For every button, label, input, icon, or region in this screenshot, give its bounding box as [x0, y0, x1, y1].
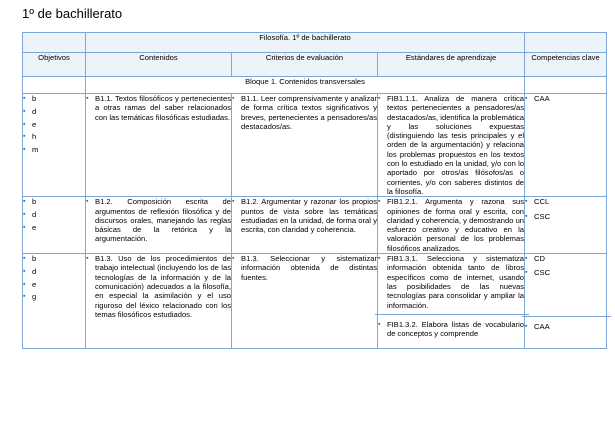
column-header-objetivos: Objetivos [23, 53, 86, 77]
list-item: ▪ e [23, 279, 37, 289]
estandares-cell: ▪ FIB1.1.1. Analiza de manera crítica textos pertenecientes a pensadores/as destacados/as, identifica la problemática y las soluciones expuestas (distinguiendo las tesis principales y el orden de la argumentación) y relaciona los problemas propuestos en los textos con lo estudiado en la unidad, y/o con lo aportado por otros/as filósofos/as o corrientes, y/o con saberes distintos de la filosofía. [378, 94, 525, 196]
estandares-cell: ▪ FIB1.3.1. Selecciona y sistematiza información obtenida tanto de libros específicos como de internet, usando las posibilidades de las nuevas tecnologías para consolidar y ampliar la información. ▪ FIB1.3.2. Elabora listas de vocabulario de conceptos y comprende [378, 254, 525, 349]
list-item: ▪ b [23, 197, 37, 207]
estandares-cell: ▪ FIB1.2.1. Argumenta y razona sus opiniones de forma oral y escrita, con claridad y coherencia, y demostrando un esfuerzo creativo y educativo en la valoración personal de los problemas filosóficos analizados. [378, 197, 525, 253]
bullet-icon: ▪ [86, 95, 89, 102]
objetivos-cell [23, 254, 86, 349]
bullet-icon: ▪ [23, 280, 26, 288]
bullet-icon: ▪ [23, 146, 26, 154]
bullet-icon: ▪ [378, 320, 381, 328]
bullet-icon: ▪ [378, 95, 381, 102]
bullet-icon: ▪ [525, 255, 528, 263]
competencias-cell: ▪ CD ▪ CSC ▪ CAA [525, 254, 607, 349]
list-item: ▪ d [23, 266, 37, 276]
bullet-icon: ▪ [86, 255, 89, 263]
list-item: ▪ d [23, 106, 37, 116]
bullet-icon: ▪ [525, 95, 528, 102]
bullet-icon: ▪ [525, 198, 528, 206]
competencias-cell: ▪ CAA [525, 94, 607, 197]
contenidos-cell: ▪ B1.3. Uso de los procedimientos de trabajo intelectual (incluyendo los de las tecnologías de la información y de la comunicación) adecuados a la filosofía, en especial la asimilación y el uso riguroso del léxico relacionado con los temas filosóficos estudiados. [86, 254, 232, 349]
bullet-icon: ▪ [232, 255, 235, 263]
list-item: ▪ g [23, 292, 37, 302]
subject-header: Filosofía. 1º de bachillerato [86, 33, 525, 53]
table-row [23, 197, 607, 254]
column-header-criterios: Criterios de evaluación [232, 53, 378, 77]
bullet-icon: ▪ [23, 95, 26, 102]
bullet-icon: ▪ [525, 269, 528, 277]
bullet-icon: ▪ [23, 107, 26, 115]
bullet-icon: ▪ [23, 211, 26, 219]
list-item: ▪ b [23, 94, 37, 103]
block-row [23, 77, 607, 94]
bullet-icon: ▪ [23, 293, 26, 301]
bullet-icon: ▪ [23, 223, 26, 231]
contenidos-cell: ▪ B1.1. Textos filosóficos y pertenecientes a otras ramas del saber relacionados con las temáticas filosóficas estudiadas. [86, 94, 232, 197]
table-row [23, 94, 607, 197]
bullet-icon: ▪ [378, 255, 381, 263]
column-header-competencias: Competencias clave [525, 53, 607, 77]
bullet-icon: ▪ [86, 198, 89, 206]
page-title: 1º de bachillerato [22, 6, 123, 21]
list-item: ▪ e [23, 222, 37, 232]
column-header-row [23, 53, 607, 77]
column-header-contenidos: Contenidos [86, 53, 232, 77]
curriculum-table [22, 32, 607, 349]
competencias-cell: ▪ CCL ▪ CSC [525, 197, 607, 254]
criterios-cell: ▪ B1.1. Leer comprensivamente y analizar de forma crítica textos significativos y breves, pertenecientes a pensadores/as destacados/as. [232, 94, 378, 197]
bullet-icon: ▪ [232, 198, 235, 206]
objetivos-cell [23, 94, 86, 197]
objetivos-cell [23, 197, 86, 254]
column-header-estandares: Estándares de aprendizaje [378, 53, 525, 77]
bullet-icon: ▪ [378, 198, 381, 206]
list-item: ▪ b [23, 254, 37, 264]
bullet-icon: ▪ [23, 120, 26, 128]
subject-header-row [23, 33, 607, 53]
bullet-icon: ▪ [23, 198, 26, 206]
table-row [23, 254, 607, 349]
bullet-icon: ▪ [23, 255, 26, 263]
list-item: ▪ m [23, 145, 39, 155]
list-item: ▪ e [23, 119, 37, 129]
block-title: Bloque 1. Contenidos transversales [86, 77, 525, 94]
list-item: ▪ d [23, 210, 37, 220]
bullet-icon: ▪ [525, 212, 528, 220]
criterios-cell: ▪ B1.3. Seleccionar y sistematizar información obtenida de distintas fuentes. [232, 254, 378, 349]
sub-standard: ▪ FIB1.3.2. Elabora listas de vocabulario de conceptos y comprende [375, 314, 529, 348]
bullet-icon: ▪ [23, 133, 26, 141]
bullet-icon: ▪ [525, 322, 528, 330]
bullet-icon: ▪ [232, 95, 235, 102]
list-item: ▪ h [23, 132, 37, 142]
criterios-cell: ▪ B1.2. Argumentar y razonar los propios puntos de vista sobre las temáticas estudiadas en la unidad, de forma oral y escrita, con claridad y coherencia. [232, 197, 378, 254]
bullet-icon: ▪ [23, 267, 26, 275]
contenidos-cell: ▪ B1.2. Composición escrita de argumentos de reflexión filosófica y de discursos orales, manejando las reglas básicas de la retórica y la argumentación. [86, 197, 232, 254]
